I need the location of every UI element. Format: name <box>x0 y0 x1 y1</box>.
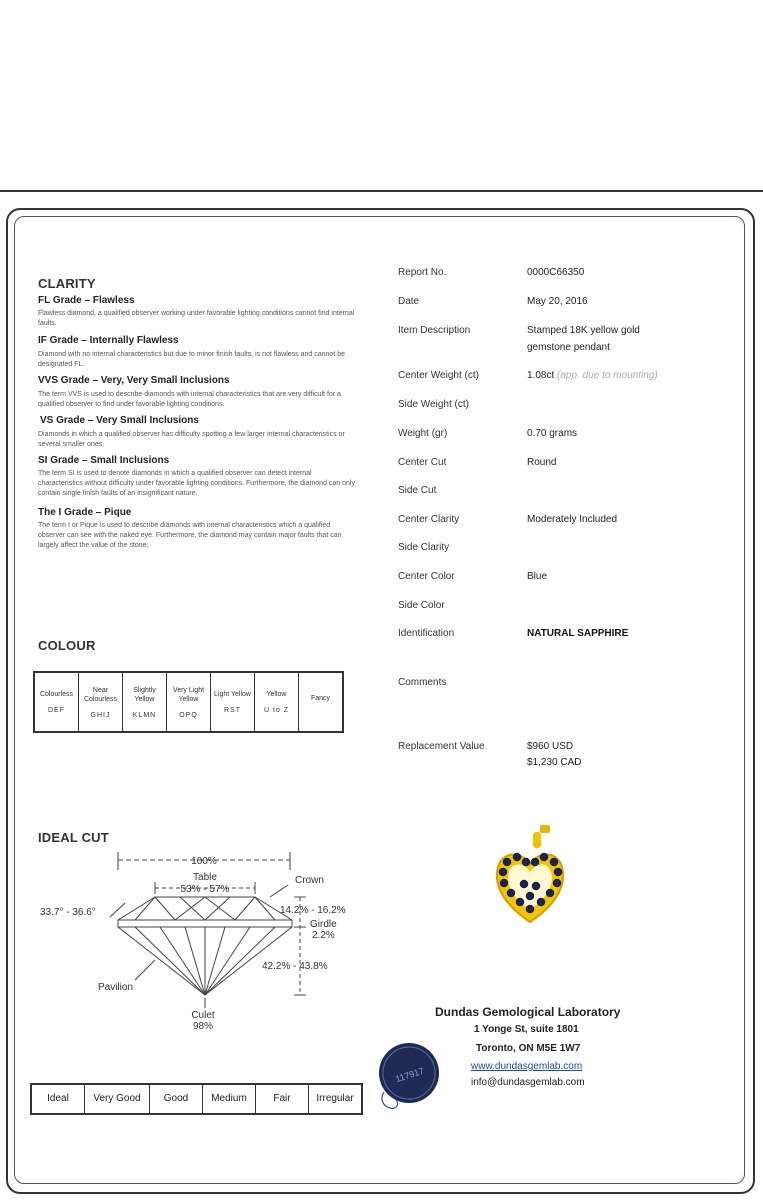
report-no-label: Report No. <box>398 267 447 278</box>
lab-seal-stamp <box>376 1040 442 1112</box>
colour-heading: COLOUR <box>38 638 96 653</box>
grade-fl-desc: Flawless diamond, a qualified observer working under favorable lighting conditions cannot find internal faults. <box>38 310 355 327</box>
side-cut-label: Side Cut <box>398 485 437 496</box>
comments-label: Comments <box>398 677 447 688</box>
culet-pct-label: 98% <box>192 1021 214 1032</box>
side-weight-label: Side Weight (ct) <box>398 399 469 410</box>
item-description-value-line2: gemstone pendant <box>527 342 610 353</box>
cut-grade-table <box>30 1083 363 1115</box>
side-color-label: Side Color <box>398 600 445 611</box>
seal-number: 117917 <box>394 1065 426 1085</box>
cut-grade-cell: Medium <box>203 1084 256 1114</box>
girdle-label: Girdle <box>310 919 337 930</box>
cut-grade-cell: Irregular <box>309 1084 363 1114</box>
crown-angle-label: 33.7° - 36.6° <box>40 907 96 918</box>
table-label: Table <box>193 872 217 883</box>
grade-if-title: IF Grade – Internally Flawless <box>38 335 179 346</box>
lab-email: info@dundasgemlab.com <box>471 1077 585 1088</box>
lab-name: Dundas Gemological Laboratory <box>435 1005 621 1019</box>
lab-address-line2: Toronto, ON M5E 1W7 <box>476 1043 581 1054</box>
culet-label: Culet <box>191 1010 215 1021</box>
ideal-cut-heading: IDEAL CUT <box>38 830 109 845</box>
crown-label: Crown <box>295 875 324 886</box>
girdle-pct-label: 2.2% <box>312 930 335 941</box>
width-pct-label: 100% <box>191 856 217 867</box>
crown-pct-label: 14.2% - 16.2% <box>280 905 346 916</box>
lab-website-link[interactable]: www.dundasgemlab.com <box>471 1061 583 1072</box>
center-color-value: Blue <box>527 571 548 582</box>
pavilion-label: Pavilion <box>98 982 134 993</box>
grade-fl-title: FL Grade – Flawless <box>38 295 135 306</box>
colour-cell: Slightly Yellow KLMN <box>123 672 167 732</box>
colour-cell: Very Light Yellow OPQ <box>167 672 211 732</box>
clarity-heading: CLARITY <box>38 276 96 291</box>
colour-scale-table <box>33 671 344 733</box>
grade-pique-title: The I Grade – Pique <box>38 507 132 518</box>
replacement-value-label: Replacement Value <box>398 741 485 752</box>
center-weight-label: Center Weight (ct) <box>398 370 479 381</box>
center-color-label: Center Color <box>398 571 455 582</box>
identification-value: NATURAL SAPPHIRE <box>527 628 629 639</box>
colour-cell: Yellow U to Z <box>255 672 299 732</box>
colour-cell: Near Colourless GHIJ <box>79 672 123 732</box>
colour-cell: Fancy <box>299 672 344 732</box>
lab-address-line1: 1 Yonge St, suite 1801 <box>474 1024 579 1035</box>
pavilion-pct-label: 42.2% - 43.8% <box>262 961 328 972</box>
grade-si-desc: The term SI is used to denote diamonds in which a qualified observer can detect internal characteristics without difficulty under favorable lighting conditions. Furthermore, the diamond can only contain single finish faults of an insignificant nature. <box>38 470 355 497</box>
date-value: May 20, 2016 <box>527 296 588 307</box>
center-weight-note: (app. due to mounting) <box>557 370 658 381</box>
replacement-cad-value: $1,230 CAD <box>527 757 582 768</box>
identification-label: Identification <box>398 628 455 639</box>
center-cut-value: Round <box>527 457 557 468</box>
weight-gr-label: Weight (gr) <box>398 428 448 439</box>
grade-si-title: SI Grade – Small Inclusions <box>38 455 170 466</box>
table-range-label: 53% - 57% <box>180 884 230 895</box>
center-weight-value: 1.08ct (app. due to mounting) <box>527 370 658 381</box>
side-clarity-label: Side Clarity <box>398 542 450 553</box>
grade-pique-desc: The term I or Pique is used to describe diamonds with internal characteristics which a qualified observer can see with the naked eye. Furthermore, the diamond may contain major faults that can largely affect the value of the stone. <box>38 522 342 549</box>
date-label: Date <box>398 296 420 307</box>
diamond-proportions-diagram <box>30 845 370 1035</box>
cut-grade-cell: Fair <box>256 1084 309 1114</box>
cut-grade-cell: Good <box>150 1084 203 1114</box>
top-divider <box>0 190 763 192</box>
center-clarity-label: Center Clarity <box>398 514 460 525</box>
pendant-photo <box>490 822 570 932</box>
grade-vvs-desc: The term VVS is used to describe diamonds with internal characteristics that are very difficult for a qualified observer to find under favorable lighting conditions. <box>38 391 341 408</box>
weight-gr-value: 0.70 grams <box>527 428 578 439</box>
item-description-label: Item Description <box>398 325 471 336</box>
grade-vvs-title: VVS Grade – Very, Very Small Inclusions <box>38 375 230 386</box>
center-clarity-value: Moderately Included <box>527 514 618 525</box>
grade-vs-title: VS Grade – Very Small Inclusions <box>40 415 199 426</box>
item-description-value: Stamped 18K yellow gold <box>527 325 640 336</box>
grade-vs-desc: Diamonds in which a qualified observer has difficulty spotting a few larger internal characteristics or several smaller ones. <box>38 431 345 448</box>
replacement-usd-value: $960 USD <box>527 741 574 752</box>
grade-if-desc: Diamond with no internal characteristics but due to minor finish faults, is not flawless and cannot be designated FL. <box>38 351 345 368</box>
center-cut-label: Center Cut <box>398 457 447 468</box>
cut-grade-cell: Very Good <box>85 1084 150 1114</box>
cut-grade-cell: Ideal <box>31 1084 85 1114</box>
report-no-value: 0000C66350 <box>527 267 585 278</box>
colour-cell: Colourless DEF <box>34 672 79 732</box>
colour-cell: Light Yellow RST <box>211 672 255 732</box>
